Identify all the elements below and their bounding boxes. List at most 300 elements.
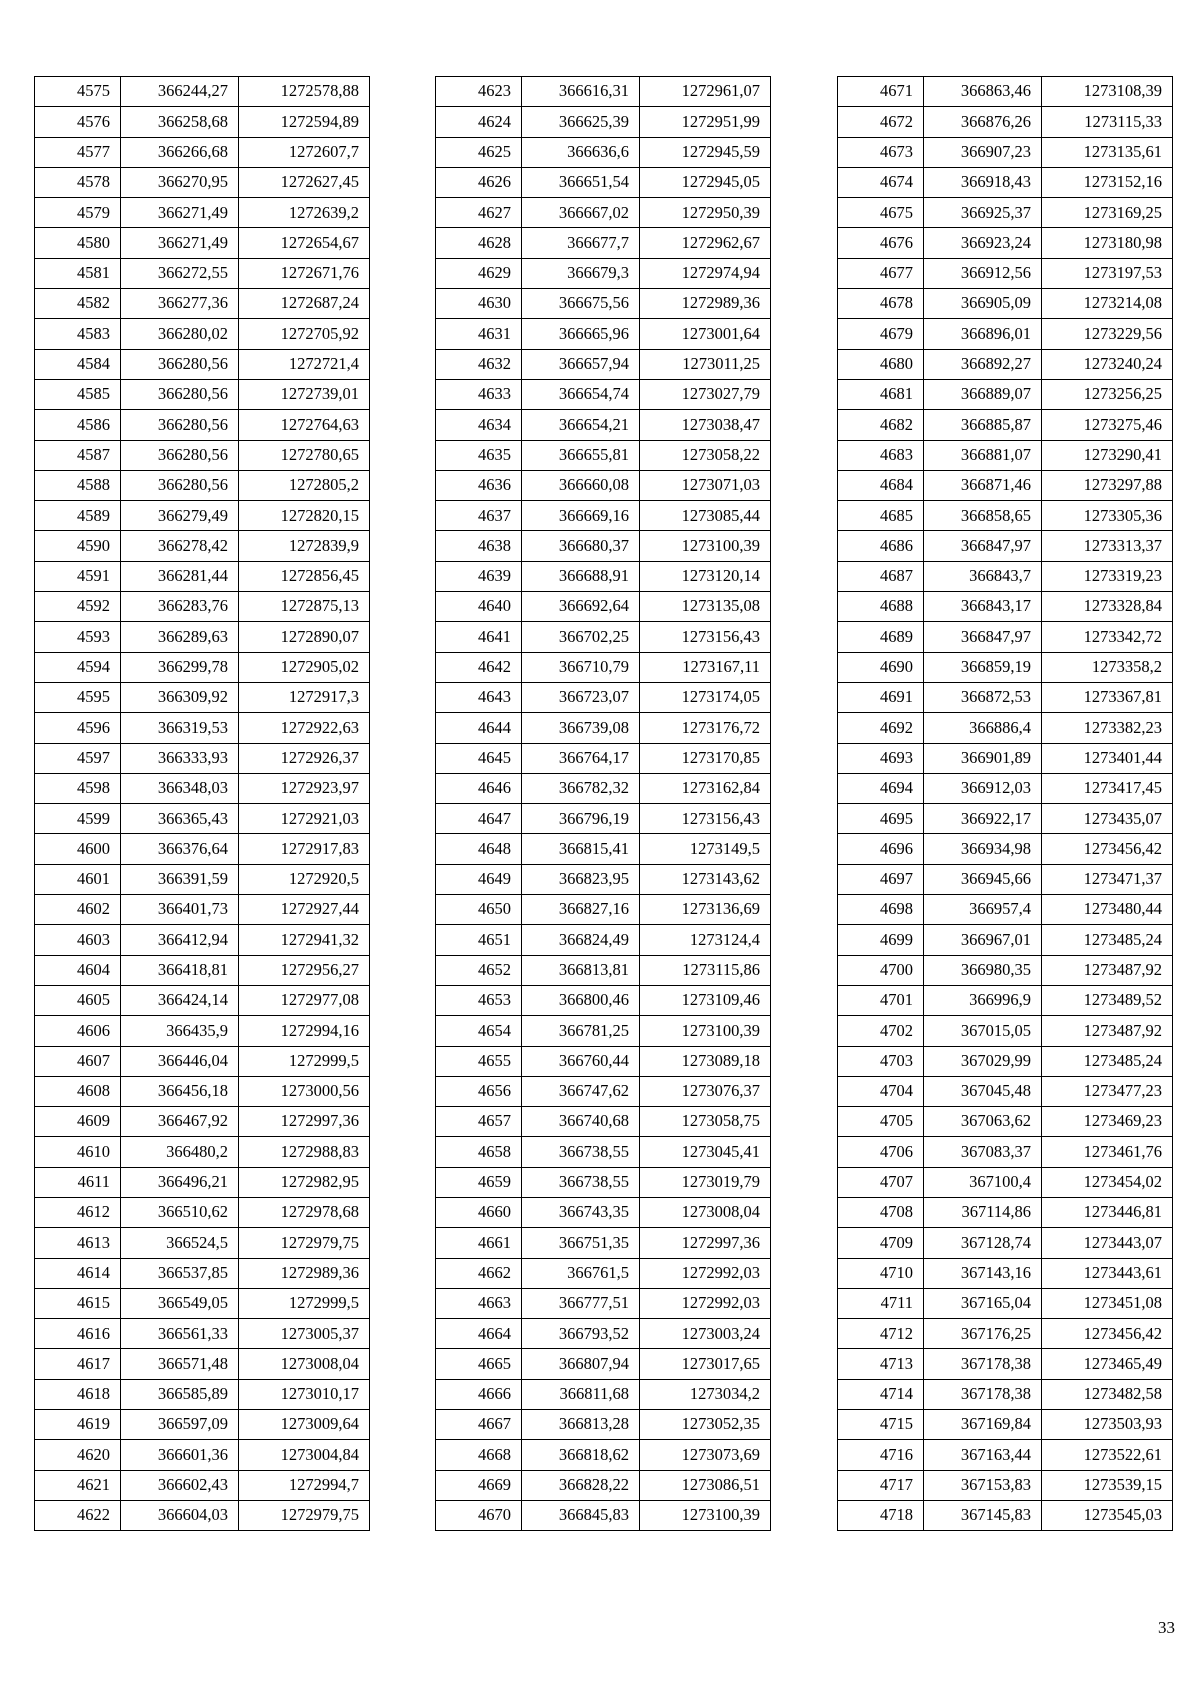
table-row xyxy=(35,440,370,470)
table-row xyxy=(838,1500,1173,1530)
y-coordinate-cell: 1273456,42 xyxy=(1042,1319,1173,1349)
point-number-cell: 4613 xyxy=(35,1228,121,1258)
x-coordinate-cell: 366907,23 xyxy=(924,137,1042,167)
point-number-cell: 4692 xyxy=(838,713,924,743)
x-coordinate-cell: 366796,19 xyxy=(522,804,640,834)
x-coordinate-cell: 366244,27 xyxy=(121,77,239,107)
point-number-cell: 4647 xyxy=(436,804,522,834)
point-number-cell: 4632 xyxy=(436,349,522,379)
table-row xyxy=(436,1410,771,1440)
y-coordinate-cell: 1273136,69 xyxy=(640,895,771,925)
y-coordinate-cell: 1273034,2 xyxy=(640,1379,771,1409)
y-coordinate-cell: 1273214,08 xyxy=(1042,289,1173,319)
table-row xyxy=(436,985,771,1015)
table-row xyxy=(838,1228,1173,1258)
point-number-cell: 4685 xyxy=(838,501,924,531)
y-coordinate-cell: 1272992,03 xyxy=(640,1288,771,1318)
x-coordinate-cell: 366980,35 xyxy=(924,955,1042,985)
x-coordinate-cell: 366280,56 xyxy=(121,410,239,440)
point-number-cell: 4584 xyxy=(35,349,121,379)
y-coordinate-cell: 1272927,44 xyxy=(239,895,370,925)
y-coordinate-cell: 1273174,05 xyxy=(640,682,771,712)
point-number-cell: 4618 xyxy=(35,1379,121,1409)
x-coordinate-cell: 367128,74 xyxy=(924,1228,1042,1258)
y-coordinate-cell: 1273156,43 xyxy=(640,622,771,652)
y-coordinate-cell: 1273382,23 xyxy=(1042,713,1173,743)
y-coordinate-cell: 1273417,45 xyxy=(1042,773,1173,803)
table-row xyxy=(838,77,1173,107)
x-coordinate-cell: 366270,95 xyxy=(121,167,239,197)
x-coordinate-cell: 367178,38 xyxy=(924,1349,1042,1379)
table-row xyxy=(838,167,1173,197)
table-row xyxy=(838,1167,1173,1197)
point-number-cell: 4653 xyxy=(436,985,522,1015)
y-coordinate-cell: 1272764,63 xyxy=(239,410,370,440)
point-number-cell: 4682 xyxy=(838,410,924,440)
x-coordinate-cell: 366807,94 xyxy=(522,1349,640,1379)
point-number-cell: 4695 xyxy=(838,804,924,834)
table-row xyxy=(838,1107,1173,1137)
point-number-cell: 4698 xyxy=(838,895,924,925)
x-coordinate-cell: 366858,65 xyxy=(924,501,1042,531)
table-row xyxy=(35,773,370,803)
table-row xyxy=(436,1167,771,1197)
table-row xyxy=(838,501,1173,531)
point-number-cell: 4608 xyxy=(35,1076,121,1106)
x-coordinate-cell: 366702,25 xyxy=(522,622,640,652)
y-coordinate-cell: 1273482,58 xyxy=(1042,1379,1173,1409)
table-row xyxy=(838,319,1173,349)
x-coordinate-cell: 366654,74 xyxy=(522,379,640,409)
point-number-cell: 4579 xyxy=(35,198,121,228)
x-coordinate-cell: 366918,43 xyxy=(924,167,1042,197)
y-coordinate-cell: 1272997,36 xyxy=(239,1107,370,1137)
y-coordinate-cell: 1272922,63 xyxy=(239,713,370,743)
x-coordinate-cell: 366467,92 xyxy=(121,1107,239,1137)
point-number-cell: 4687 xyxy=(838,561,924,591)
x-coordinate-cell: 366510,62 xyxy=(121,1197,239,1227)
point-number-cell: 4708 xyxy=(838,1197,924,1227)
x-coordinate-cell: 366751,35 xyxy=(522,1228,640,1258)
y-coordinate-cell: 1272917,3 xyxy=(239,682,370,712)
table-row xyxy=(838,107,1173,137)
point-number-cell: 4604 xyxy=(35,955,121,985)
table-row xyxy=(436,925,771,955)
table-row xyxy=(838,1046,1173,1076)
table-row xyxy=(838,470,1173,500)
y-coordinate-cell: 1273446,81 xyxy=(1042,1197,1173,1227)
table-row xyxy=(838,561,1173,591)
x-coordinate-cell: 366782,32 xyxy=(522,773,640,803)
table-row xyxy=(35,652,370,682)
y-coordinate-cell: 1272999,5 xyxy=(239,1046,370,1076)
point-number-cell: 4667 xyxy=(436,1410,522,1440)
x-coordinate-cell: 366435,9 xyxy=(121,1016,239,1046)
y-coordinate-cell: 1272956,27 xyxy=(239,955,370,985)
y-coordinate-cell: 1273135,61 xyxy=(1042,137,1173,167)
point-number-cell: 4634 xyxy=(436,410,522,440)
y-coordinate-cell: 1273162,84 xyxy=(640,773,771,803)
table-row xyxy=(35,1500,370,1530)
point-number-cell: 4686 xyxy=(838,531,924,561)
table-row xyxy=(436,410,771,440)
y-coordinate-cell: 1273480,44 xyxy=(1042,895,1173,925)
x-coordinate-cell: 366283,76 xyxy=(121,592,239,622)
point-number-cell: 4593 xyxy=(35,622,121,652)
y-coordinate-cell: 1273503,93 xyxy=(1042,1410,1173,1440)
x-coordinate-cell: 366299,78 xyxy=(121,652,239,682)
point-number-cell: 4588 xyxy=(35,470,121,500)
table-row xyxy=(35,804,370,834)
point-number-cell: 4706 xyxy=(838,1137,924,1167)
table-row xyxy=(838,1379,1173,1409)
point-number-cell: 4715 xyxy=(838,1410,924,1440)
point-number-cell: 4599 xyxy=(35,804,121,834)
table-row xyxy=(838,925,1173,955)
point-number-cell: 4699 xyxy=(838,925,924,955)
x-coordinate-cell: 366859,19 xyxy=(924,652,1042,682)
x-coordinate-cell: 366710,79 xyxy=(522,652,640,682)
x-coordinate-cell: 366847,97 xyxy=(924,622,1042,652)
point-number-cell: 4585 xyxy=(35,379,121,409)
point-number-cell: 4713 xyxy=(838,1349,924,1379)
y-coordinate-cell: 1272820,15 xyxy=(239,501,370,531)
y-coordinate-cell: 1272989,36 xyxy=(640,289,771,319)
table-row xyxy=(436,1197,771,1227)
table-row xyxy=(838,1410,1173,1440)
point-number-cell: 4680 xyxy=(838,349,924,379)
table-row xyxy=(35,379,370,409)
x-coordinate-cell: 367114,86 xyxy=(924,1197,1042,1227)
point-number-cell: 4630 xyxy=(436,289,522,319)
y-coordinate-cell: 1273197,53 xyxy=(1042,258,1173,288)
y-coordinate-cell: 1273143,62 xyxy=(640,864,771,894)
point-number-cell: 4627 xyxy=(436,198,522,228)
point-number-cell: 4606 xyxy=(35,1016,121,1046)
point-number-cell: 4666 xyxy=(436,1379,522,1409)
point-number-cell: 4679 xyxy=(838,319,924,349)
table-row xyxy=(35,1470,370,1500)
y-coordinate-cell: 1272905,02 xyxy=(239,652,370,682)
table-row xyxy=(838,743,1173,773)
x-coordinate-cell: 366667,02 xyxy=(522,198,640,228)
table-row xyxy=(436,1349,771,1379)
table-row xyxy=(35,1107,370,1137)
y-coordinate-cell: 1273477,23 xyxy=(1042,1076,1173,1106)
y-coordinate-cell: 1272917,83 xyxy=(239,834,370,864)
table-row xyxy=(436,349,771,379)
point-number-cell: 4683 xyxy=(838,440,924,470)
y-coordinate-cell: 1272994,7 xyxy=(239,1470,370,1500)
point-number-cell: 4668 xyxy=(436,1440,522,1470)
point-number-cell: 4696 xyxy=(838,834,924,864)
table-row xyxy=(436,1319,771,1349)
point-number-cell: 4586 xyxy=(35,410,121,440)
point-number-cell: 4602 xyxy=(35,895,121,925)
point-number-cell: 4640 xyxy=(436,592,522,622)
point-number-cell: 4603 xyxy=(35,925,121,955)
x-coordinate-cell: 366945,66 xyxy=(924,864,1042,894)
point-number-cell: 4582 xyxy=(35,289,121,319)
table-row xyxy=(838,1258,1173,1288)
point-number-cell: 4702 xyxy=(838,1016,924,1046)
y-coordinate-cell: 1273435,07 xyxy=(1042,804,1173,834)
x-coordinate-cell: 366677,7 xyxy=(522,228,640,258)
point-number-cell: 4648 xyxy=(436,834,522,864)
y-coordinate-cell: 1273120,14 xyxy=(640,561,771,591)
x-coordinate-cell: 367029,99 xyxy=(924,1046,1042,1076)
x-coordinate-cell: 366872,53 xyxy=(924,682,1042,712)
x-coordinate-cell: 366456,18 xyxy=(121,1076,239,1106)
x-coordinate-cell: 367163,44 xyxy=(924,1440,1042,1470)
x-coordinate-cell: 366636,6 xyxy=(522,137,640,167)
table-row xyxy=(35,501,370,531)
point-number-cell: 4712 xyxy=(838,1319,924,1349)
table-row xyxy=(436,1107,771,1137)
x-coordinate-cell: 367045,48 xyxy=(924,1076,1042,1106)
table-row xyxy=(436,470,771,500)
y-coordinate-cell: 1273071,03 xyxy=(640,470,771,500)
x-coordinate-cell: 366524,5 xyxy=(121,1228,239,1258)
table-row xyxy=(838,955,1173,985)
table-row xyxy=(838,592,1173,622)
point-number-cell: 4697 xyxy=(838,864,924,894)
x-coordinate-cell: 366813,81 xyxy=(522,955,640,985)
point-number-cell: 4615 xyxy=(35,1288,121,1318)
x-coordinate-cell: 366280,56 xyxy=(121,470,239,500)
x-coordinate-cell: 366665,96 xyxy=(522,319,640,349)
point-number-cell: 4656 xyxy=(436,1076,522,1106)
table-row xyxy=(35,258,370,288)
table-row xyxy=(436,1228,771,1258)
table-row xyxy=(436,77,771,107)
y-coordinate-cell: 1273313,37 xyxy=(1042,531,1173,561)
table-row xyxy=(35,1167,370,1197)
x-coordinate-cell: 366739,08 xyxy=(522,713,640,743)
y-coordinate-cell: 1273169,25 xyxy=(1042,198,1173,228)
point-number-cell: 4594 xyxy=(35,652,121,682)
x-coordinate-cell: 366272,55 xyxy=(121,258,239,288)
point-number-cell: 4616 xyxy=(35,1319,121,1349)
y-coordinate-cell: 1272627,45 xyxy=(239,167,370,197)
y-coordinate-cell: 1273176,72 xyxy=(640,713,771,743)
x-coordinate-cell: 366957,4 xyxy=(924,895,1042,925)
y-coordinate-cell: 1273008,04 xyxy=(640,1197,771,1227)
table-row xyxy=(436,652,771,682)
table-row xyxy=(35,1410,370,1440)
y-coordinate-cell: 1273469,23 xyxy=(1042,1107,1173,1137)
table-row xyxy=(35,1288,370,1318)
x-coordinate-cell: 366280,56 xyxy=(121,349,239,379)
x-coordinate-cell: 366669,16 xyxy=(522,501,640,531)
table-row xyxy=(436,804,771,834)
x-coordinate-cell: 366679,3 xyxy=(522,258,640,288)
y-coordinate-cell: 1273167,11 xyxy=(640,652,771,682)
table-row xyxy=(35,410,370,440)
y-coordinate-cell: 1273115,86 xyxy=(640,955,771,985)
y-coordinate-cell: 1273319,23 xyxy=(1042,561,1173,591)
x-coordinate-cell: 366723,07 xyxy=(522,682,640,712)
x-coordinate-cell: 366604,03 xyxy=(121,1500,239,1530)
table-row xyxy=(35,1197,370,1227)
y-coordinate-cell: 1273085,44 xyxy=(640,501,771,531)
point-number-cell: 4631 xyxy=(436,319,522,349)
x-coordinate-cell: 366881,07 xyxy=(924,440,1042,470)
table-row xyxy=(436,228,771,258)
table-row xyxy=(436,1076,771,1106)
y-coordinate-cell: 1272994,16 xyxy=(239,1016,370,1046)
y-coordinate-cell: 1273003,24 xyxy=(640,1319,771,1349)
table-row xyxy=(838,622,1173,652)
y-coordinate-cell: 1273522,61 xyxy=(1042,1440,1173,1470)
table-row xyxy=(35,682,370,712)
y-coordinate-cell: 1273539,15 xyxy=(1042,1470,1173,1500)
x-coordinate-cell: 366675,56 xyxy=(522,289,640,319)
point-number-cell: 4605 xyxy=(35,985,121,1015)
x-coordinate-cell: 366824,49 xyxy=(522,925,640,955)
y-coordinate-cell: 1273004,84 xyxy=(239,1440,370,1470)
x-coordinate-cell: 366391,59 xyxy=(121,864,239,894)
x-coordinate-cell: 366925,37 xyxy=(924,198,1042,228)
x-coordinate-cell: 366281,44 xyxy=(121,561,239,591)
y-coordinate-cell: 1273170,85 xyxy=(640,743,771,773)
table-row xyxy=(35,198,370,228)
x-coordinate-cell: 366923,24 xyxy=(924,228,1042,258)
x-coordinate-cell: 366827,16 xyxy=(522,895,640,925)
x-coordinate-cell: 366333,93 xyxy=(121,743,239,773)
point-number-cell: 4707 xyxy=(838,1167,924,1197)
y-coordinate-cell: 1273005,37 xyxy=(239,1319,370,1349)
table-row xyxy=(35,228,370,258)
point-number-cell: 4716 xyxy=(838,1440,924,1470)
point-number-cell: 4592 xyxy=(35,592,121,622)
y-coordinate-cell: 1272979,75 xyxy=(239,1228,370,1258)
table-row xyxy=(838,682,1173,712)
table-row xyxy=(838,349,1173,379)
x-coordinate-cell: 366912,56 xyxy=(924,258,1042,288)
y-coordinate-cell: 1272721,4 xyxy=(239,349,370,379)
point-number-cell: 4620 xyxy=(35,1440,121,1470)
y-coordinate-cell: 1273256,25 xyxy=(1042,379,1173,409)
table-row xyxy=(436,1016,771,1046)
point-number-cell: 4670 xyxy=(436,1500,522,1530)
x-coordinate-cell: 366761,5 xyxy=(522,1258,640,1288)
x-coordinate-cell: 366625,39 xyxy=(522,107,640,137)
y-coordinate-cell: 1273305,36 xyxy=(1042,501,1173,531)
y-coordinate-cell: 1272945,59 xyxy=(640,137,771,167)
point-number-cell: 4637 xyxy=(436,501,522,531)
y-coordinate-cell: 1272979,75 xyxy=(239,1500,370,1530)
coordinate-table-3 xyxy=(837,76,1173,1531)
table-row xyxy=(838,864,1173,894)
x-coordinate-cell: 366793,52 xyxy=(522,1319,640,1349)
y-coordinate-cell: 1273465,49 xyxy=(1042,1349,1173,1379)
point-number-cell: 4663 xyxy=(436,1288,522,1318)
point-number-cell: 4646 xyxy=(436,773,522,803)
point-number-cell: 4649 xyxy=(436,864,522,894)
x-coordinate-cell: 366885,87 xyxy=(924,410,1042,440)
x-coordinate-cell: 366800,46 xyxy=(522,985,640,1015)
table-row xyxy=(35,167,370,197)
table-row xyxy=(35,349,370,379)
point-number-cell: 4625 xyxy=(436,137,522,167)
y-coordinate-cell: 1273156,43 xyxy=(640,804,771,834)
y-coordinate-cell: 1272607,7 xyxy=(239,137,370,167)
x-coordinate-cell: 366651,54 xyxy=(522,167,640,197)
table-row xyxy=(436,622,771,652)
table-row xyxy=(35,1137,370,1167)
table-row xyxy=(35,1258,370,1288)
point-number-cell: 4614 xyxy=(35,1258,121,1288)
table-row xyxy=(35,319,370,349)
point-number-cell: 4641 xyxy=(436,622,522,652)
x-coordinate-cell: 366692,64 xyxy=(522,592,640,622)
table-row xyxy=(436,1137,771,1167)
table-row xyxy=(436,864,771,894)
y-coordinate-cell: 1273019,79 xyxy=(640,1167,771,1197)
x-coordinate-cell: 366660,08 xyxy=(522,470,640,500)
point-number-cell: 4609 xyxy=(35,1107,121,1137)
point-number-cell: 4705 xyxy=(838,1107,924,1137)
x-coordinate-cell: 366688,91 xyxy=(522,561,640,591)
point-number-cell: 4629 xyxy=(436,258,522,288)
x-coordinate-cell: 367165,04 xyxy=(924,1288,1042,1318)
x-coordinate-cell: 366496,21 xyxy=(121,1167,239,1197)
point-number-cell: 4628 xyxy=(436,228,522,258)
x-coordinate-cell: 366280,56 xyxy=(121,440,239,470)
table-row xyxy=(436,955,771,985)
point-number-cell: 4688 xyxy=(838,592,924,622)
table-row xyxy=(838,1470,1173,1500)
point-number-cell: 4717 xyxy=(838,1470,924,1500)
y-coordinate-cell: 1273456,42 xyxy=(1042,834,1173,864)
table-body xyxy=(838,77,1173,1531)
x-coordinate-cell: 366922,17 xyxy=(924,804,1042,834)
point-number-cell: 4619 xyxy=(35,1410,121,1440)
x-coordinate-cell: 366764,17 xyxy=(522,743,640,773)
point-number-cell: 4595 xyxy=(35,682,121,712)
point-number-cell: 4678 xyxy=(838,289,924,319)
point-number-cell: 4714 xyxy=(838,1379,924,1409)
x-coordinate-cell: 366747,62 xyxy=(522,1076,640,1106)
x-coordinate-cell: 366616,31 xyxy=(522,77,640,107)
table-row xyxy=(35,77,370,107)
table-row xyxy=(35,622,370,652)
point-number-cell: 4642 xyxy=(436,652,522,682)
y-coordinate-cell: 1272578,88 xyxy=(239,77,370,107)
point-number-cell: 4644 xyxy=(436,713,522,743)
point-number-cell: 4622 xyxy=(35,1500,121,1530)
y-coordinate-cell: 1273124,4 xyxy=(640,925,771,955)
table-row xyxy=(838,1076,1173,1106)
point-number-cell: 4610 xyxy=(35,1137,121,1167)
x-coordinate-cell: 366271,49 xyxy=(121,198,239,228)
point-number-cell: 4601 xyxy=(35,864,121,894)
y-coordinate-cell: 1273240,24 xyxy=(1042,349,1173,379)
x-coordinate-cell: 366289,63 xyxy=(121,622,239,652)
x-coordinate-cell: 366738,55 xyxy=(522,1167,640,1197)
table-row xyxy=(436,834,771,864)
table-row xyxy=(838,410,1173,440)
x-coordinate-cell: 366277,36 xyxy=(121,289,239,319)
y-coordinate-cell: 1272992,03 xyxy=(640,1258,771,1288)
x-coordinate-cell: 367143,16 xyxy=(924,1258,1042,1288)
x-coordinate-cell: 366412,94 xyxy=(121,925,239,955)
y-coordinate-cell: 1273443,07 xyxy=(1042,1228,1173,1258)
x-coordinate-cell: 366571,48 xyxy=(121,1349,239,1379)
y-coordinate-cell: 1273485,24 xyxy=(1042,925,1173,955)
table-row xyxy=(436,1379,771,1409)
